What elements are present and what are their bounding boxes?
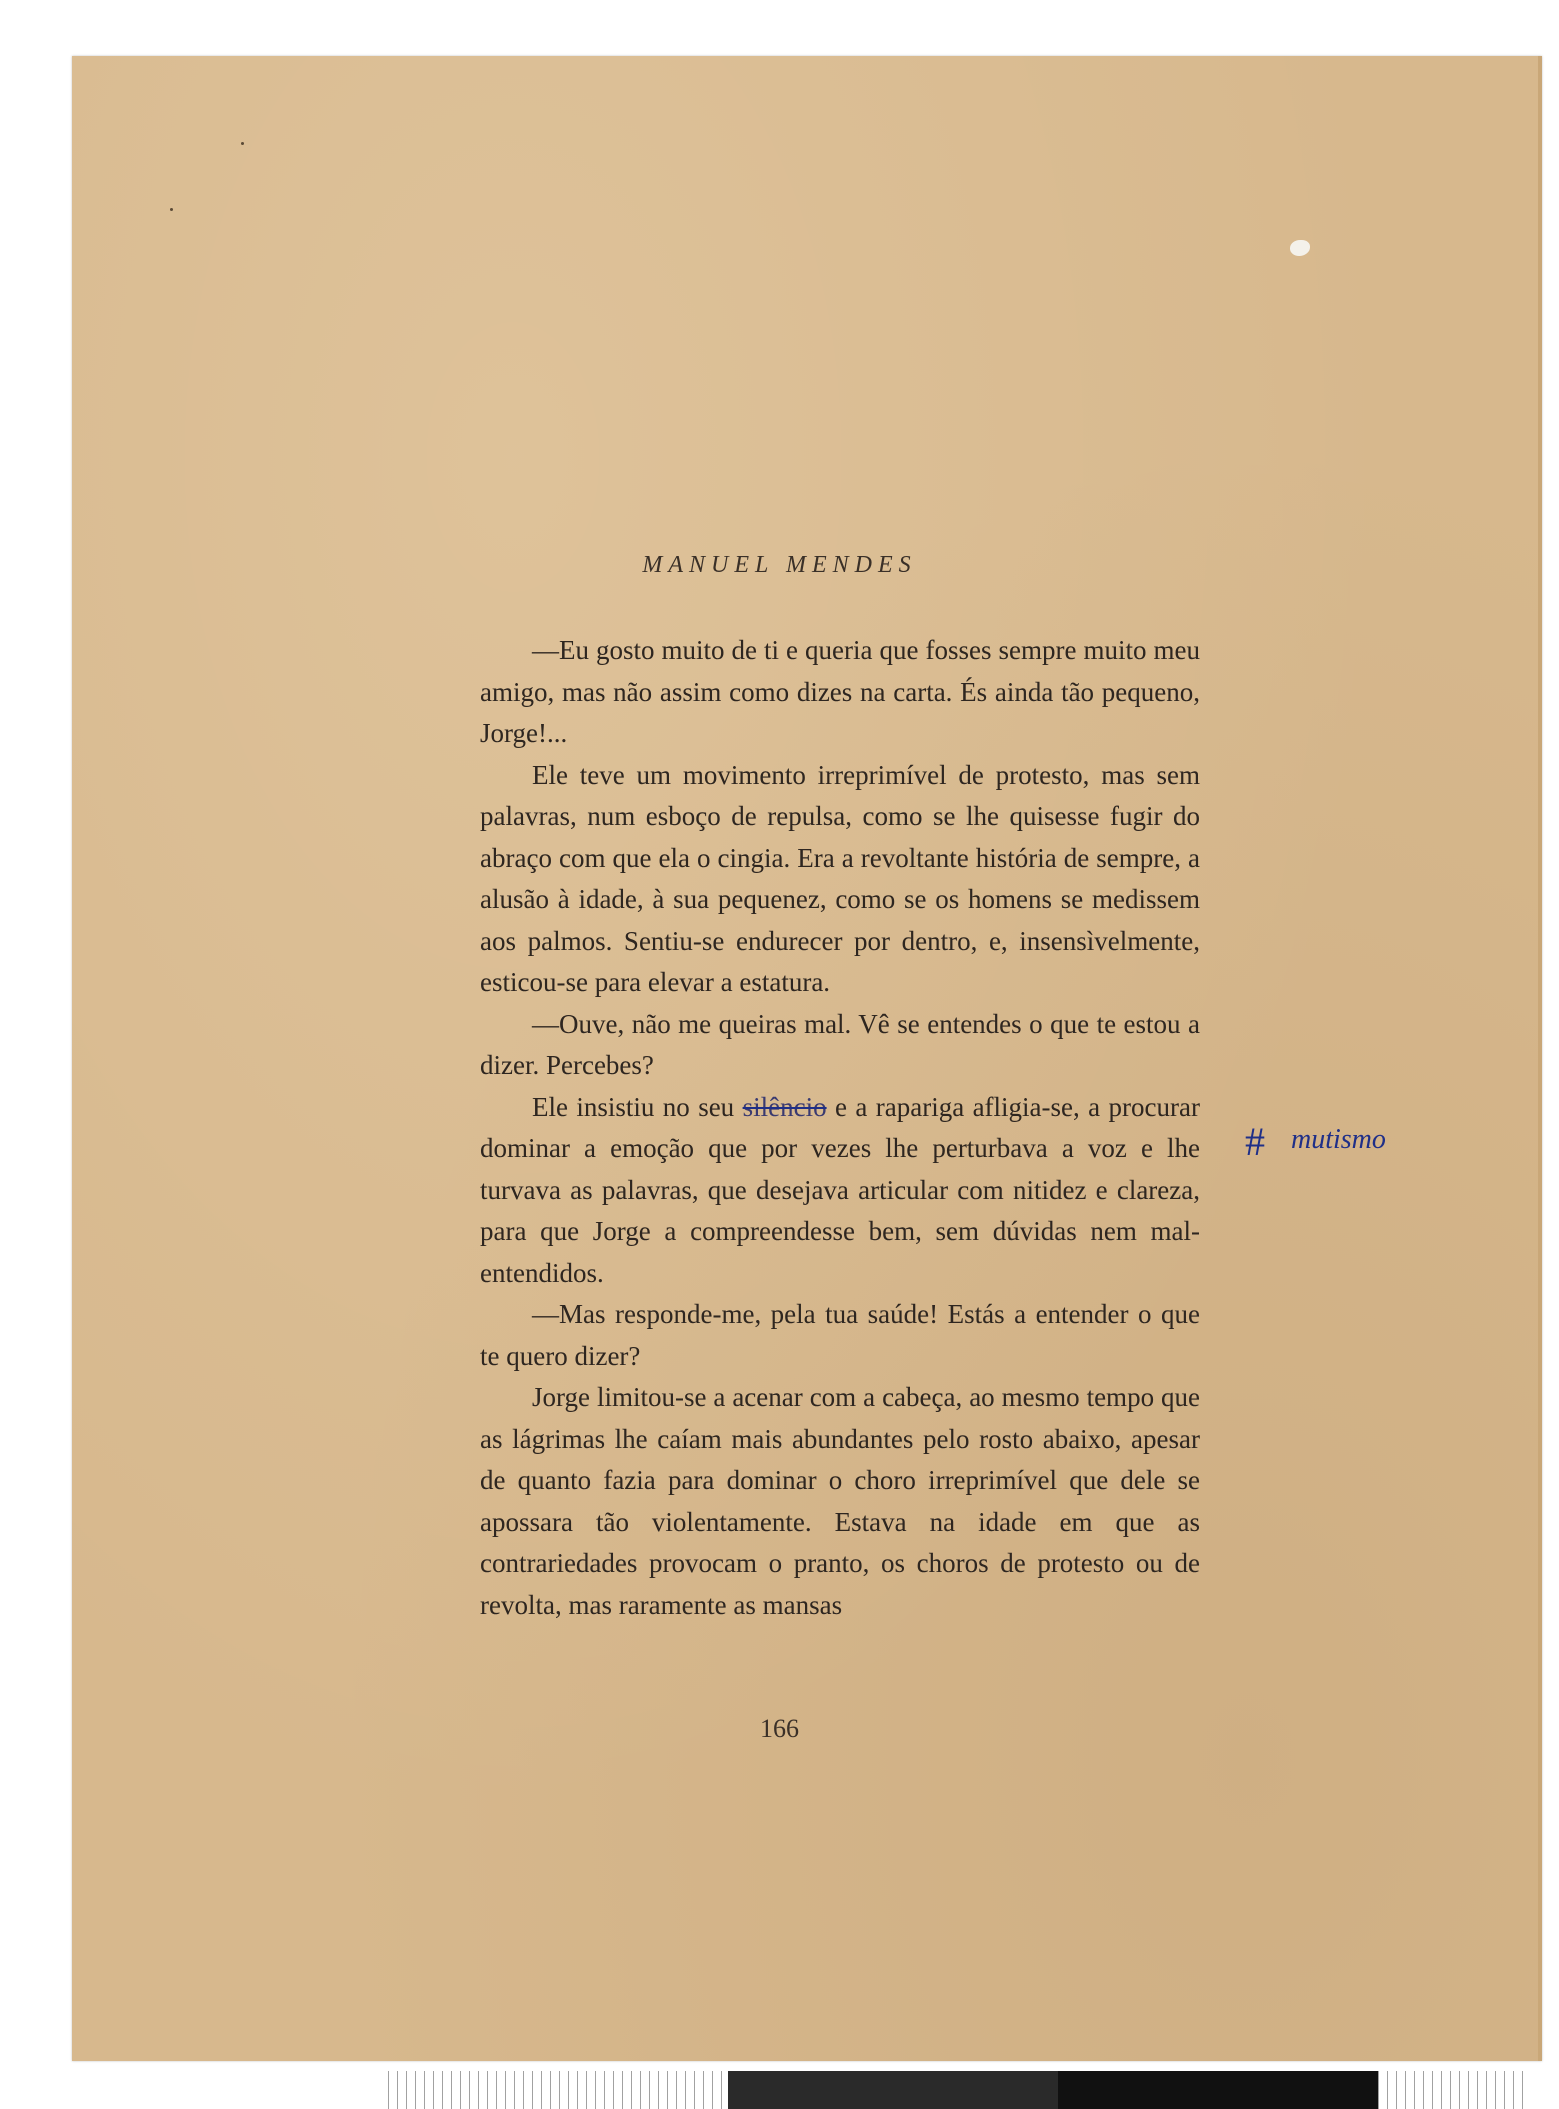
paragraph-with-correction [480, 1087, 1200, 1295]
paragraph-text: Ele insistiu no seu [532, 1091, 743, 1122]
paragraph: Jorge limitou-se a acenar com a cabeça, ao mesmo tempo que as lágrimas lhe caíam mais abundantes pelo rosto abaixo, apesar de quanto fazia para dominar o choro irreprimível que dele se apossara tão violentamente. Estava na idade em que as contrariedades provocam o pranto, os choros de protesto ou de revolta, mas raramente as mansas [480, 1382, 1200, 1620]
page-number: 166 [760, 1714, 799, 1743]
struck-word: silêncio [742, 1091, 827, 1122]
scale-ruler [388, 2071, 1523, 2109]
running-head: MANUEL MENDES [642, 552, 917, 578]
ruler-ticks [388, 2071, 728, 2109]
paragraph: —Ouve, não me queiras mal. Vê se entendes o que te estou a dizer. Percebes? [480, 1008, 1200, 1080]
body-text [480, 630, 1200, 1626]
insertion-mark-icon: # [1245, 1119, 1265, 1164]
paragraph: —Eu gosto muito de ti e queria que fosses sempre muito meu amigo, mas não assim como dizes na carta. És ainda tão pequeno, Jorge!... [480, 635, 1200, 748]
paragraph: —Mas responde-me, pela tua saúde! Estás a entender o que te quero dizer? [480, 1299, 1200, 1371]
paper-speck [241, 142, 244, 145]
annotation-word: mutismo [1291, 1123, 1386, 1155]
paper-edge [1538, 56, 1542, 2061]
ruler-ticks [1378, 2071, 1523, 2109]
color-patch [1058, 2071, 1378, 2109]
color-patch [728, 2071, 1058, 2109]
paper-speck [170, 208, 173, 211]
paragraph-text: e a rapariga afligia-se, a procurar dominar a emoção que por vezes lhe perturbava a voz e lhe turvava as palavras, que desejava articular com nitidez e clareza, para que Jorge a compreendesse bem, sem dúvidas nem mal-entendidos. [480, 1091, 1200, 1288]
margin-annotation [1245, 1118, 1485, 1165]
paragraph: Ele teve um movimento irreprimível de protesto, mas sem palavras, num esboço de repulsa, como se lhe quisesse fugir do abraço com que ela o cingia. Era a revoltante história de sempre, a alusão à idade, à sua pequenez, como se os homens se medissem aos palmos. Sentiu-se endurecer por dentro, e, insensìvelmente, esticou-se para elevar a estatura. [480, 759, 1200, 997]
